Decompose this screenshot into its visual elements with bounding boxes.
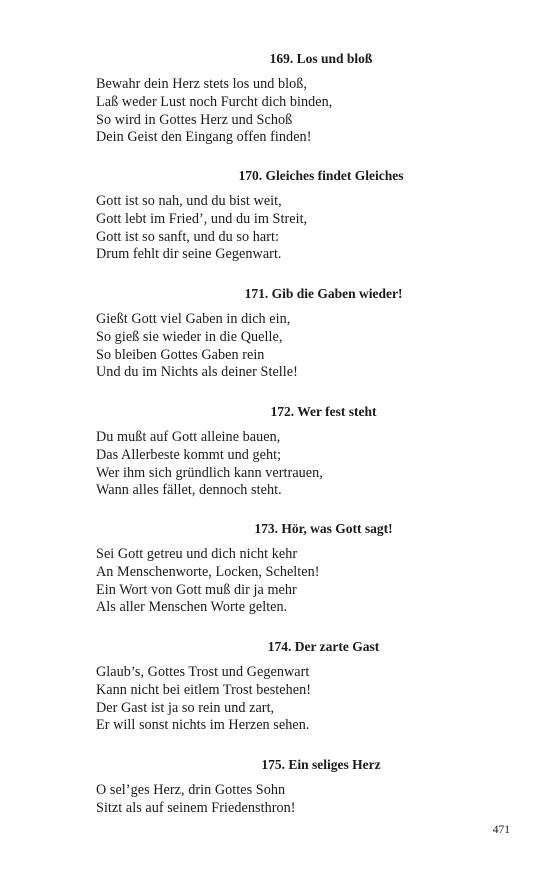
poem-line: Sitzt als auf seinem Friedensthron! <box>96 799 296 816</box>
poem-line: Wer ihm sich gründlich kann vertrauen, <box>96 464 323 481</box>
poem-title: 175. Ein seliges Herz <box>261 757 381 772</box>
poem-stanza <box>96 76 476 147</box>
poem-line: Kann nicht bei eitlem Trost bestehen! <box>96 681 312 698</box>
poem-line: Und du im Nichts als deiner Stelle! <box>96 364 298 381</box>
poem-line: An Menschenworte, Locken, Schelten! <box>96 563 320 580</box>
poem-175 <box>96 757 476 818</box>
poem-169 <box>96 51 476 147</box>
poem-line: O sel’ges Herz, drin Gottes Sohn <box>96 782 286 798</box>
poem-line: Der Gast ist ja so rein und zart, <box>96 699 275 716</box>
poem-stanza <box>96 193 476 264</box>
poem-title: 170. Gleiches findet Gleiches <box>238 168 404 183</box>
poem-title: 173. Hör, was Gott sagt! <box>254 521 393 536</box>
poem-line: Wann alles fället, dennoch steht. <box>96 482 282 499</box>
poem-stanza <box>96 782 476 818</box>
poem-title: 174. Der zarte Gast <box>267 639 380 654</box>
poem-173 <box>96 521 476 617</box>
poem-stanza <box>96 429 476 500</box>
poem-line: Gott lebt im Fried’, und du im Streit, <box>96 210 308 227</box>
poem-line: So gieß sie wieder in die Quelle, <box>96 328 283 345</box>
poem-171 <box>96 286 476 382</box>
poem-line: Bewahr dein Herz stets los und bloß, <box>96 76 308 92</box>
poem-line: Das Allerbeste kommt und geht; <box>96 446 282 463</box>
poem-stanza <box>96 546 476 617</box>
poem-line: Gott ist so sanft, und du so hart: <box>96 228 279 245</box>
poem-line: Ein Wort von Gott muß dir ja mehr <box>96 581 297 598</box>
poem-line: Du mußt auf Gott alleine bauen, <box>96 429 281 445</box>
poem-line: Glaub’s, Gottes Trost und Gegenwart <box>96 664 310 680</box>
poem-174 <box>96 639 476 735</box>
poem-line: Sei Gott getreu und dich nicht kehr <box>96 546 298 562</box>
poem-stanza <box>96 664 476 735</box>
poem-title: 172. Wer fest steht <box>270 404 377 419</box>
poem-172 <box>96 404 476 500</box>
poem-line: Gießt Gott viel Gaben in dich ein, <box>96 311 291 327</box>
poem-170 <box>96 168 476 264</box>
poem-line: Er will sonst nichts im Herzen sehen. <box>96 717 310 734</box>
poem-title: 169. Los und bloß <box>269 51 373 66</box>
poem-line: Laß weder Lust noch Furcht dich binden, <box>96 93 333 110</box>
poem-line: Dein Geist den Eingang offen finden! <box>96 129 312 146</box>
page-number: 471 <box>492 824 510 836</box>
poem-title: 171. Gib die Gaben wieder! <box>244 286 403 301</box>
poem-line: Gott ist so nah, und du bist weit, <box>96 193 282 209</box>
poem-line: Drum fehlt dir seine Gegenwart. <box>96 246 282 263</box>
poem-line: So wird in Gottes Herz und Schoß <box>96 111 293 128</box>
poem-stanza <box>96 311 476 382</box>
poem-line: So bleiben Gottes Gaben rein <box>96 346 265 363</box>
poem-line: Als aller Menschen Worte gelten. <box>96 599 288 616</box>
